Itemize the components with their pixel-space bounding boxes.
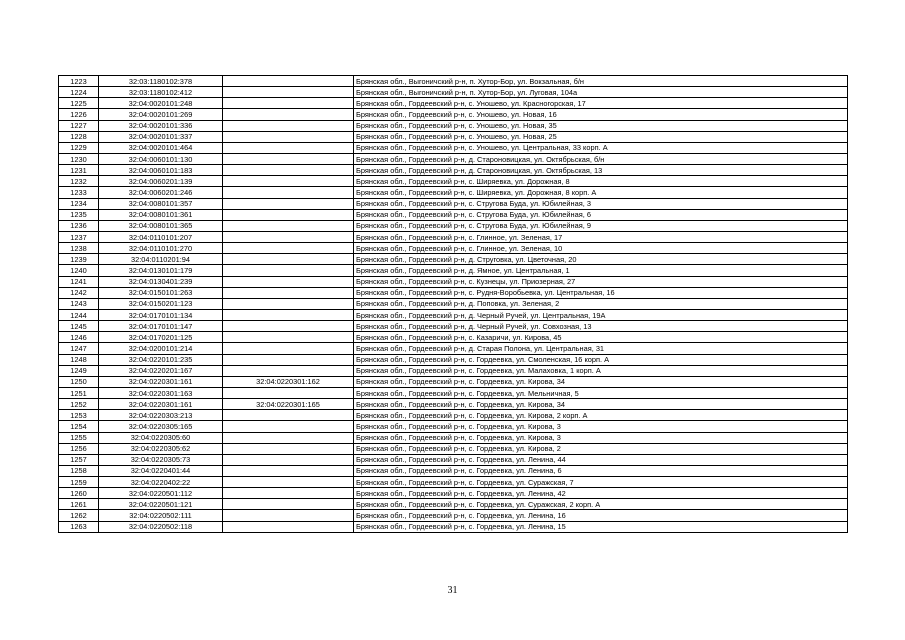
address-cell: Брянская обл., Гордеевский р-н, с. Гордеевка, ул. Кирова, 34 [354,376,848,387]
cadastral-number-cell: 32:04:0220305:62 [99,443,223,454]
related-cadastral-number-cell [223,365,354,376]
address-cell: Брянская обл., Гордеевский р-н, с. Гордеевка, ул. Малаховка, 1 корп. А [354,365,848,376]
address-cell: Брянская обл., Гордеевский р-н, с. Гордеевка, ул. Кирова, 2 корп. А [354,410,848,421]
row-number-cell: 1262 [59,510,99,521]
table-row [59,376,848,387]
cadastral-number-cell: 32:04:0170201:125 [99,332,223,343]
cadastral-number-cell: 32:04:0080101:361 [99,209,223,220]
row-number-cell: 1236 [59,220,99,231]
cadastral-number-cell: 32:04:0130101:179 [99,265,223,276]
row-number-cell: 1259 [59,477,99,488]
address-cell: Брянская обл., Гордеевский р-н, с. Уношево, ул. Новая, 25 [354,131,848,142]
cadastral-number-cell: 32:04:0220303:213 [99,410,223,421]
address-cell: Брянская обл., Гордеевский р-н, с. Уношево, ул. Красногорская, 17 [354,98,848,109]
address-cell: Брянская обл., Гордеевский р-н, с. Гордеевка, ул. Кирова, 34 [354,399,848,410]
cadastral-number-cell: 32:04:0020101:336 [99,120,223,131]
related-cadastral-number-cell [223,220,354,231]
related-cadastral-number-cell: 32:04:0220301:162 [223,376,354,387]
row-number-cell: 1235 [59,209,99,220]
table-row [59,399,848,410]
table-row [59,287,848,298]
row-number-cell: 1223 [59,76,99,87]
row-number-cell: 1245 [59,321,99,332]
table-row [59,332,848,343]
cadastral-number-cell: 32:04:0110201:94 [99,254,223,265]
cadastral-number-cell: 32:04:0150101:263 [99,287,223,298]
cadastral-number-cell: 32:04:0220401:44 [99,465,223,476]
address-cell: Брянская обл., Гордеевский р-н, с. Гордеевка, ул. Кирова, 3 [354,421,848,432]
cadastral-number-cell: 32:04:0220502:118 [99,521,223,532]
address-cell: Брянская обл., Гордеевский р-н, с. Уношево, ул. Центральная, 33 корп. А [354,142,848,153]
table-row [59,309,848,320]
address-cell: Брянская обл., Гордеевский р-н, с. Стругова Буда, ул. Юбилейная, 6 [354,209,848,220]
related-cadastral-number-cell [223,454,354,465]
table-row [59,209,848,220]
row-number-cell: 1243 [59,298,99,309]
table-row [59,298,848,309]
table-row [59,220,848,231]
related-cadastral-number-cell [223,298,354,309]
related-cadastral-number-cell [223,276,354,287]
address-cell: Брянская обл., Гордеевский р-н, с. Гордеевка, ул. Смоленская, 16 корп. А [354,354,848,365]
table-row [59,432,848,443]
related-cadastral-number-cell [223,387,354,398]
cadastral-number-cell: 32:04:0130401:239 [99,276,223,287]
table-row [59,87,848,98]
table-row [59,131,848,142]
table-row [59,142,848,153]
table-row [59,454,848,465]
cadastral-number-cell: 32:04:0200101:214 [99,343,223,354]
address-cell: Брянская обл., Гордеевский р-н, с. Рудня-Воробьевка, ул. Центральная, 16 [354,287,848,298]
cadastral-number-cell: 32:04:0150201:123 [99,298,223,309]
row-number-cell: 1229 [59,142,99,153]
table-row [59,488,848,499]
row-number-cell: 1233 [59,187,99,198]
cadastral-number-cell: 32:04:0220301:161 [99,399,223,410]
row-number-cell: 1247 [59,343,99,354]
address-cell: Брянская обл., Гордеевский р-н, д. Черный Ручей, ул. Совхозная, 13 [354,321,848,332]
table-row [59,521,848,532]
cadastral-number-cell: 32:04:0220501:121 [99,499,223,510]
row-number-cell: 1252 [59,399,99,410]
registry-table [58,75,848,533]
cadastral-number-cell: 32:04:0020101:464 [99,142,223,153]
table-row [59,443,848,454]
row-number-cell: 1255 [59,432,99,443]
table-row [59,354,848,365]
cadastral-number-cell: 32:04:0220305:73 [99,454,223,465]
related-cadastral-number-cell [223,321,354,332]
cadastral-number-cell: 32:04:0110101:270 [99,243,223,254]
address-cell: Брянская обл., Гордеевский р-н, с. Гордеевка, ул. Ленина, 15 [354,521,848,532]
address-cell: Брянская обл., Выгоничский р-н, п. Хутор-Бор, ул. Вокзальная, б/н [354,76,848,87]
row-number-cell: 1253 [59,410,99,421]
cadastral-number-cell: 32:04:0020101:248 [99,98,223,109]
address-cell: Брянская обл., Гордеевский р-н, с. Казаричи, ул. Кирова, 45 [354,332,848,343]
table-row [59,343,848,354]
address-cell: Брянская обл., Выгоничский р-н, п. Хутор-Бор, ул. Луговая, 104а [354,87,848,98]
row-number-cell: 1237 [59,231,99,242]
cadastral-number-cell: 32:04:0170101:134 [99,309,223,320]
table-row [59,98,848,109]
table-row [59,243,848,254]
related-cadastral-number-cell [223,131,354,142]
cadastral-number-cell: 32:03:1180102:412 [99,87,223,98]
table-row [59,109,848,120]
row-number-cell: 1256 [59,443,99,454]
row-number-cell: 1263 [59,521,99,532]
address-cell: Брянская обл., Гордеевский р-н, с. Гордеевка, ул. Ленина, 44 [354,454,848,465]
table-row [59,120,848,131]
related-cadastral-number-cell [223,410,354,421]
table-row [59,365,848,376]
cadastral-number-cell: 32:04:0060201:246 [99,187,223,198]
address-cell: Брянская обл., Гордеевский р-н, д. Староновицкая, ул. Октябрьская, б/н [354,153,848,164]
table-row [59,421,848,432]
row-number-cell: 1241 [59,276,99,287]
address-cell: Брянская обл., Гордеевский р-н, д. Ямное, ул. Центральная, 1 [354,265,848,276]
table-row [59,465,848,476]
row-number-cell: 1257 [59,454,99,465]
row-number-cell: 1232 [59,176,99,187]
table-row [59,321,848,332]
related-cadastral-number-cell [223,254,354,265]
address-cell: Брянская обл., Гордеевский р-н, с. Глинное, ул. Зеленая, 10 [354,243,848,254]
related-cadastral-number-cell: 32:04:0220301:165 [223,399,354,410]
cadastral-number-cell: 32:04:0060201:139 [99,176,223,187]
table-row [59,198,848,209]
related-cadastral-number-cell [223,354,354,365]
related-cadastral-number-cell [223,287,354,298]
row-number-cell: 1225 [59,98,99,109]
cadastral-number-cell: 32:04:0220101:235 [99,354,223,365]
related-cadastral-number-cell [223,98,354,109]
address-cell: Брянская обл., Гордеевский р-н, с. Гордеевка, ул. Суражская, 7 [354,477,848,488]
cadastral-number-cell: 32:04:0020101:337 [99,131,223,142]
address-cell: Брянская обл., Гордеевский р-н, с. Кузнецы, ул. Приозерная, 27 [354,276,848,287]
table-row [59,187,848,198]
cadastral-number-cell: 32:04:0220201:167 [99,365,223,376]
row-number-cell: 1240 [59,265,99,276]
registry-table-body [59,76,848,533]
cadastral-number-cell: 32:04:0060101:183 [99,165,223,176]
cadastral-number-cell: 32:04:0170101:147 [99,321,223,332]
address-cell: Брянская обл., Гордеевский р-н, с. Глинное, ул. Зеленая, 17 [354,231,848,242]
address-cell: Брянская обл., Гордеевский р-н, с. Ширяевка, ул. Дорожная, 8 корп. А [354,187,848,198]
related-cadastral-number-cell [223,443,354,454]
table-row [59,410,848,421]
row-number-cell: 1238 [59,243,99,254]
related-cadastral-number-cell [223,510,354,521]
table-row [59,477,848,488]
address-cell: Брянская обл., Гордеевский р-н, с. Гордеевка, ул. Кирова, 3 [354,432,848,443]
related-cadastral-number-cell [223,76,354,87]
cadastral-number-cell: 32:04:0220502:111 [99,510,223,521]
related-cadastral-number-cell [223,343,354,354]
row-number-cell: 1248 [59,354,99,365]
address-cell: Брянская обл., Гордеевский р-н, с. Уношево, ул. Новая, 35 [354,120,848,131]
cadastral-number-cell: 32:04:0220305:60 [99,432,223,443]
address-cell: Брянская обл., Гордеевский р-н, с. Гордеевка, ул. Ленина, 42 [354,488,848,499]
related-cadastral-number-cell [223,499,354,510]
related-cadastral-number-cell [223,209,354,220]
table-row [59,387,848,398]
address-cell: Брянская обл., Гордеевский р-н, д. Черный Ручей, ул. Центральная, 19А [354,309,848,320]
address-cell: Брянская обл., Гордеевский р-н, с. Уношево, ул. Новая, 16 [354,109,848,120]
address-cell: Брянская обл., Гордеевский р-н, д. Струговка, ул. Цветочная, 20 [354,254,848,265]
address-cell: Брянская обл., Гордеевский р-н, с. Гордеевка, ул. Ленина, 16 [354,510,848,521]
cadastral-number-cell: 32:04:0220301:161 [99,376,223,387]
row-number-cell: 1234 [59,198,99,209]
related-cadastral-number-cell [223,198,354,209]
address-cell: Брянская обл., Гордеевский р-н, с. Гордеевка, ул. Мельничная, 5 [354,387,848,398]
related-cadastral-number-cell [223,309,354,320]
cadastral-number-cell: 32:04:0080101:365 [99,220,223,231]
row-number-cell: 1226 [59,109,99,120]
address-cell: Брянская обл., Гордеевский р-н, с. Стругова Буда, ул. Юбилейная, 9 [354,220,848,231]
table-row [59,276,848,287]
table-row [59,265,848,276]
related-cadastral-number-cell [223,153,354,164]
cadastral-number-cell: 32:04:0020101:269 [99,109,223,120]
address-cell: Брянская обл., Гордеевский р-н, с. Гордеевка, ул. Ленина, 6 [354,465,848,476]
table-row [59,254,848,265]
address-cell: Брянская обл., Гордеевский р-н, д. Поповка, ул. Зеленая, 2 [354,298,848,309]
cadastral-number-cell: 32:04:0220402:22 [99,477,223,488]
related-cadastral-number-cell [223,432,354,443]
row-number-cell: 1227 [59,120,99,131]
related-cadastral-number-cell [223,109,354,120]
related-cadastral-number-cell [223,465,354,476]
related-cadastral-number-cell [223,332,354,343]
address-cell: Брянская обл., Гордеевский р-н, с. Гордеевка, ул. Суражская, 2 корп. А [354,499,848,510]
related-cadastral-number-cell [223,243,354,254]
related-cadastral-number-cell [223,421,354,432]
row-number-cell: 1258 [59,465,99,476]
related-cadastral-number-cell [223,142,354,153]
cadastral-number-cell: 32:04:0220301:163 [99,387,223,398]
table-row [59,510,848,521]
row-number-cell: 1249 [59,365,99,376]
address-cell: Брянская обл., Гордеевский р-н, с. Гордеевка, ул. Кирова, 2 [354,443,848,454]
related-cadastral-number-cell [223,265,354,276]
row-number-cell: 1242 [59,287,99,298]
table-row [59,499,848,510]
address-cell: Брянская обл., Гордеевский р-н, д. Старая Полона, ул. Центральная, 31 [354,343,848,354]
page-number: 31 [447,585,458,596]
row-number-cell: 1239 [59,254,99,265]
related-cadastral-number-cell [223,165,354,176]
row-number-cell: 1261 [59,499,99,510]
related-cadastral-number-cell [223,231,354,242]
cadastral-number-cell: 32:04:0220305:165 [99,421,223,432]
row-number-cell: 1260 [59,488,99,499]
row-number-cell: 1250 [59,376,99,387]
related-cadastral-number-cell [223,176,354,187]
table-row [59,165,848,176]
related-cadastral-number-cell [223,477,354,488]
row-number-cell: 1230 [59,153,99,164]
cadastral-number-cell: 32:04:0060101:130 [99,153,223,164]
cadastral-number-cell: 32:03:1180102:378 [99,76,223,87]
related-cadastral-number-cell [223,187,354,198]
row-number-cell: 1254 [59,421,99,432]
cadastral-number-cell: 32:04:0110101:207 [99,231,223,242]
table-row [59,176,848,187]
row-number-cell: 1246 [59,332,99,343]
address-cell: Брянская обл., Гордеевский р-н, с. Стругова Буда, ул. Юбилейная, 3 [354,198,848,209]
table-row [59,231,848,242]
row-number-cell: 1228 [59,131,99,142]
row-number-cell: 1244 [59,309,99,320]
cadastral-number-cell: 32:04:0080101:357 [99,198,223,209]
related-cadastral-number-cell [223,521,354,532]
related-cadastral-number-cell [223,120,354,131]
row-number-cell: 1231 [59,165,99,176]
table-row [59,76,848,87]
row-number-cell: 1251 [59,387,99,398]
row-number-cell: 1224 [59,87,99,98]
cadastral-number-cell: 32:04:0220501:112 [99,488,223,499]
address-cell: Брянская обл., Гордеевский р-н, д. Староновицкая, ул. Октябрьская, 13 [354,165,848,176]
address-cell: Брянская обл., Гордеевский р-н, с. Ширяевка, ул. Дорожная, 8 [354,176,848,187]
related-cadastral-number-cell [223,488,354,499]
table-row [59,153,848,164]
related-cadastral-number-cell [223,87,354,98]
